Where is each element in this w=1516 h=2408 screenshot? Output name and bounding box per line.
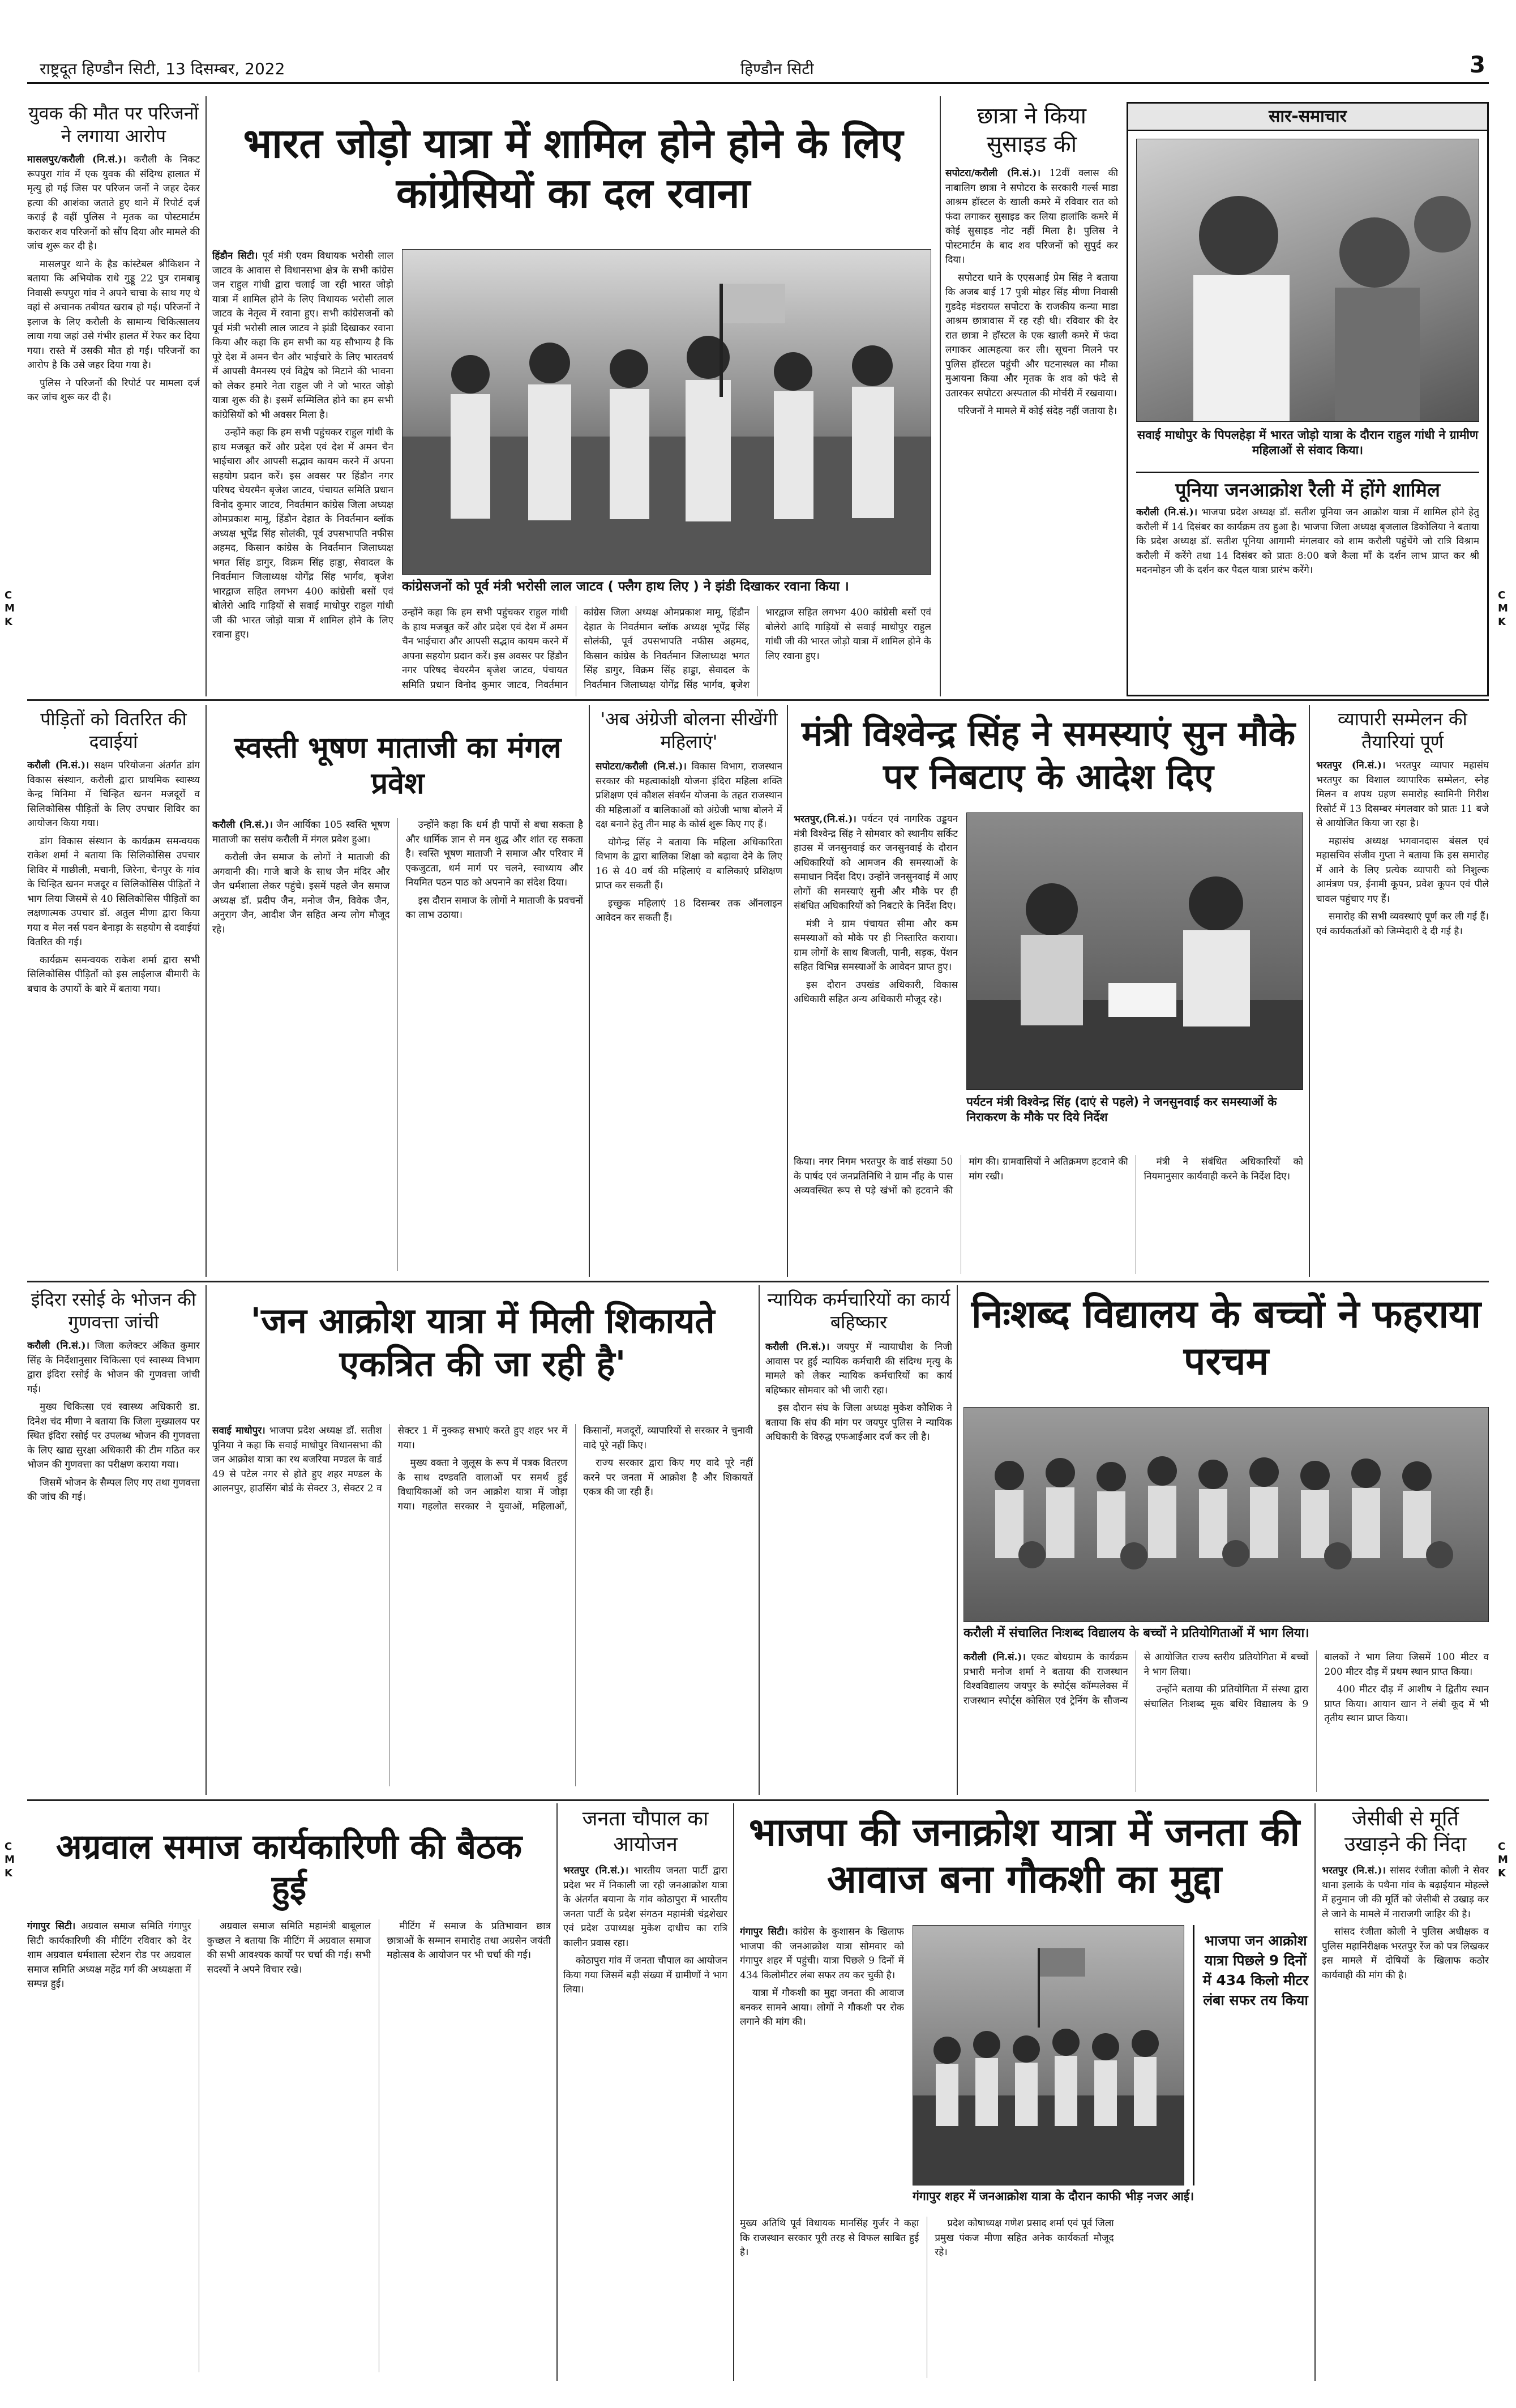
story-headline: 'जन आक्रोश यात्रा में मिली शिकायते एकत्रित की जा रही है': [250, 1300, 715, 1384]
story-title: 'अब अंग्रेजी बोलना सीखेंगी महिलाएं': [600, 708, 778, 752]
story-agarwal-samaj: [27, 1806, 551, 2378]
story-youth-death: [27, 102, 200, 691]
photo-caption: करौली में संचालित निःशब्द विद्यालय के बच्चों ने प्रतियोगिताओं में भाग लिया।: [963, 1626, 1309, 1640]
story-title: छात्रा ने किया सुसाइड की: [977, 103, 1087, 157]
registration-mark-left: C M K: [5, 589, 15, 628]
story-nishabd-school: [963, 1288, 1489, 1792]
people-illustration: [1137, 139, 1479, 422]
story-body-continued: मुख्य अतिथि पूर्व विधायक मानसिंह गुर्जर ने कहा कि राजस्थान सरकार पूरी तरह से विफल साबित हुई है। प्रदेश कोषाध्यक्ष गणेश प्रसाद शर्मा एवं पूर्व जिला प्रमुख पंकज मीणा सहित अनेक कार्यकर्ता मौजूद रहे।: [740, 2218, 1114, 2258]
story-title: पीड़ितों को वितरित की दवाईयां: [40, 708, 187, 752]
story-body: भरतपुर (नि.सं.)। सांसद रंजीता कोली ने सेवर थाना इलाके के पथैना गांव के बढ़ाईयान मोहल्ले में हनुमान जी की मूर्ति को जेसीबी से उखाड़ कर ले जाने के मामले में नाराजगी जाहिर की है। सांसद रंजीता कोली ने पुलिस अधीक्षक व पुलिस महानिरीक्षक भरतपुर रेंज को पत्र लिखकर इस मामले में दोषियों के खिलाफ कठोर कार्यवाही की मांग की है।: [1322, 1865, 1489, 1981]
story-body: करौली (नि.सं.)। सक्षम परियोजना अंतर्गत डांग विकास संस्थान, करौली द्वारा प्राथमिक स्वास्थ्य केन्द्र मिनिमा में चिन्हित खनन मजदूरों व सिलिकोसिस पीड़ितों के लिए उपचार शिविर का आयोजन किया गया। डांग विकास संस्थान के कार्यक्रम समन्वयक राकेश शर्मा ने बताया कि सिलिकोसिस उपचार शिविर में गाछीली, मचानी, जिरेना, चैनपुर के गांव के चिन्हित खनन मजदूर व सिलिकोसिस पीड़ितों ने भाग लिया जिसमें से 40 सिलिकोसिस पीड़ितों का लक्षणात्मक उपचार डॉ. अतुल मीणा द्वारा किया गया व मेल नर्स पवन बेनाड़ा के सहयोग से दवाईयां वितरित की गई। कार्यक्रम समन्वयक राकेश शर्मा द्वारा सभी सिलिकोसिस पीड़ितों को इस लाईलाज बीमारी के बचाव के उपायों के बारे में बताया गया।: [27, 760, 200, 995]
story-body: करौली (नि.सं.)। एकट बोधग्राम के कार्यक्रम प्रभारी मनोज शर्मा ने बताया की राजस्थान विश्वविद्यालय जयपुर के स्पोर्ट्स कॉम्पलेक्स में राजस्थान स्पोर्ट्स कोसिल एवं ट्रेनिंग के सौजन्य से आयोजित राज्य स्तरीय प्रतियोगिता में बच्चों ने भाग लिया। उन्होंने बताया की प्रतियोगिता में संस्था द्वारा संचालित निःशब्द मूक बधिर विद्यालय के 9 बालकों ने भाग लिया जिसमें 100 मीटर व 200 मीटर दौड़ में प्रथम स्थान प्राप्त किया। 400 मीटर दौड़ में आशीष ने द्वितीय स्थान प्राप्त किया। आयान खान ने लंबी कूद में भी तृतीय स्थान प्राप्त किया।: [963, 1652, 1489, 1724]
story-headline: अग्रवाल समाज कार्यकारिणी की बैठक हुई: [55, 1827, 523, 1909]
registration-mark-right: C M K: [1498, 589, 1508, 628]
registration-mark-left-2: C M K: [5, 1841, 15, 1879]
story-body-continued: उन्होंने कहा कि हम सभी पहुंचकर राहुल गांधी के हाथ मजबूत करें और प्रदेश एवं देश में अमन चैन भाईचारा और आपसी सद्भाव कायम करने में अपना सहयोग प्रदान करें। इस अवसर पर हिंडौन नगर परिषद चेयरमैन बृजेश जाटव, पंचायत समिति प्रधान विनोद कुमार जाटव, निवर्तमान कांग्रेस जिला अध्यक्ष ओमप्रकाश मामू, हिंडौन देहात के निवर्तमान ब्लॉक अध्यक्ष भूपेंद्र सिंह सोलंकी, पूर्व उपसभापति नफीस अहमद, किसान कांग्रेस के निवर्तमान जिलाध्यक्ष भगत सिंह डागुर, विक्रम सिंह हाड्डा, सेवादल के निवर्तमान जिलाध्यक्ष योगेंद्र सिंह भार्गव, बृजेश भारद्वाज सहित लगभग 400 कांग्रेसी बसों एवं बोलेरो आदि गाड़ियों से सवाई माधोपुर राहुल गांधी जी की भारत जोड़ो यात्रा में शामिल होने के लिए रवाना हुए।: [402, 607, 931, 691]
story-body: करौली (नि.सं.)। भाजपा प्रदेश अध्यक्ष डॉ. सतीश पूनिया जन आक्रोश यात्रा में शामिल होने हेतु करौली में 14 दिसंबर का कार्यक्रम तय हुआ है। भाजपा जिला अध्यक्ष बृजलाल डिकोलिया ने बताया कि प्रदेश अध्यक्ष डॉ. सतीश पूनिया आगामी मंगलवार को शाम करौली पहुंचेंगे जो रात्रि विश्राम करौली में करेंगे तथा 14 दिसंबर को प्रातः 8:00 बजे कैला माँ के दर्शन लाभ प्राप्त कर श्री मदनमोहन जी के दर्शन कर पैदल यात्रा प्रारंभ करेंगे।: [1136, 507, 1479, 576]
school-children-photo: [963, 1407, 1489, 1622]
story-traders-conference: [1316, 708, 1489, 1274]
story-english-speaking: [596, 708, 782, 1274]
story-body: भरतपुर,(नि.सं.)। पर्यटन एवं नागरिक उड्डयन मंत्री विश्वेन्द्र सिंह ने सोमवार को स्थानीय सर्किट हाउस में जनसुनवाई कर जनसुनवाई के दौरान अधिकारियों को आमजन की समस्याओं के समाधान निर्देश दिए। उन्होंने जनसुनवाई में आए लोगों की समस्याएं सुनी और मौके पर ही संबंधित अधिकारियों को निबटारे के निर्देश दिए। मंत्री ने ग्राम पंचायत सीमा और कम समस्याओं को मौके पर ही निस्तारित कराया। ग्राम लोगों के साथ बिजली, पानी, सड़क, पेंशन सहित विभिन्न समस्याओं के आवेदन प्राप्त हुए। इस दौरान उपखंड अधिकारी, विकास अधिकारी सहित अन्य अधिकारी मौजूद रहे।: [794, 814, 958, 1005]
crowd-illustration: [402, 250, 931, 575]
saar-samachar-box: [1127, 102, 1489, 696]
story-body: भरतपुर (नि.सं.)। भारतीय जनता पार्टी द्वारा प्रदेश भर में निकाली जा रही जनआक्रोश यात्रा के अंतर्गत बयाना के गांव कोठापुरा में भारतीय जनता पार्टी के प्रदेश संगठन महामंत्री चंद्रशेखर एवं प्रदेश उपाध्यक्ष मुकेश दाधीच का रात्रि कालीन प्रवास रहा। कोठापुरा गांव में जनता चौपाल का आयोजन किया गया जिसमें बड़ी संख्या में ग्रामीणों ने भाग लिया।: [563, 1865, 727, 1995]
story-bjp-janakrosh: [740, 1806, 1309, 2378]
hearing-illustration: [967, 813, 1303, 1090]
story-minister-hearing: [794, 708, 1303, 1274]
congress-flag-off-photo: [402, 249, 931, 575]
story-title: न्यायिक कर्मचारियों का कार्य बहिष्कार: [767, 1289, 950, 1333]
story-body: करौली (नि.सं.)। जैन आर्यिका 105 स्वस्ति भूषण माताजी का ससंघ करौली में मंगल प्रवेश हुआ। करौली जैन समाज के लोगों ने माताजी की अगवानी की। गाजे बाजे के साथ जैन मंदिर और जैन धर्मशाला लेकर पहुंचे। इसमें पहले जैन समाज अध्यक्ष डॉ. प्रदीप जैन, मनोज जैन, विवेक जैन, अनुराग जैन, आदीश जैन सहित अन्य लोग मौजूद रहे। उन्होंने कहा कि धर्म ही पापों से बचा सकता है और धार्मिक ज्ञान से मन शुद्ध और शांत रह सकता है। स्वस्ति भूषण माताजी ने समाज और परिवार में एकजुटता, धर्म मार्ग पर चलने, स्वाध्याय और नियमित पठन पाठ को अपनाने का संदेश दिया। इस दौरान समाज के लोगों ने माताजी के प्रवचनों का लाभ उठाया।: [212, 819, 583, 935]
story-title: इंदिरा रसोई के भोजन की गुणवत्ता जांची: [31, 1289, 196, 1333]
story-swasti-bhushan: [212, 708, 583, 1274]
story-headline: निःशब्द विद्यालय के बच्चों ने फहराया परचम: [971, 1292, 1481, 1384]
story-medicine-distribution: [27, 708, 200, 1274]
photo-caption: सवाई माधोपुर के पिपलहेड़ा में भारत जोड़ो यात्रा के दौरान राहुल गांधी ने ग्रामीण महिलाओं से संवाद किया।: [1137, 428, 1479, 457]
story-body-continued: किया। नगर निगम भरतपुर के वार्ड संख्या 50 के पार्षद एवं जनप्रतिनिधि ने ग्राम नौंह के पास अव्यवस्थित रूप से पड़े खंभों को हटवाने की मांग की। ग्रामवासियों ने अतिक्रमण हटवाने की मांग रखी। मंत्री ने संबंधित अधिकारियों को नियमानुसार कार्यवाही करने के निर्देश दिए।: [794, 1156, 1303, 1196]
story-title: युवक की मौत पर परिजनों ने लगाया आरोप: [28, 102, 199, 147]
story-body: करौली (नि.सं.)। जयपुर में न्यायाधीश के निजी आवास पर हुई न्यायिक कर्मचारी की संदिग्ध मृत्यु के मामले को लेकर न्यायिक कर्मचारियों का कार्य बहिष्कार सोमवार को भी जारी रहा। इस दौरान संघ के जिला अध्यक्ष मुकेश कौशिक ने बताया कि संघ की मांग पर जयपुर पुलिस ने न्यायिक अधिकारी के विरुद्ध एफआईआर दर्ज कर ली है।: [765, 1341, 952, 1443]
header-date-line: राष्ट्रदूत हिण्डौन सिटी, 13 दिसम्बर, 2022: [40, 59, 285, 78]
story-title: जनता चौपाल का आयोजन: [582, 1807, 709, 1856]
story-bharat-jodo: [212, 102, 934, 696]
photo-caption: कांग्रेसजनों को पूर्व मंत्री भरोसी लाल जाटव ( फ्लैग हाथ लिए ) ने झंडी दिखाकर रवाना किया ।: [402, 579, 849, 594]
story-body: गंगापुर सिटी। अग्रवाल समाज समिति गंगापुर सिटी कार्यकारिणी की मीटिंग रविवार को देर शाम अग्रवाल धर्मशाला स्टेशन रोड पर अग्रवाल समाज समिति अध्यक्ष महेंद्र गर्ग की अध्यक्षता में सम्पन्न हुई। अग्रवाल समाज समिति महामंत्री बाबूलाल कुच्छल ने बताया कि मीटिंग में अग्रवाल समाज की सभी आवश्यक कार्यों पर चर्चा की गई। सभी सदस्यों ने अपने विचार रखे। मीटिंग में समाज के प्रतिभावान छात्र छात्राओं के सम्मान समारोह तथा अग्रसेन जयंती महोत्सव के आयोजन पर भी चर्चा की गई।: [27, 1921, 551, 1990]
story-janta-chaupal: [563, 1806, 727, 2378]
story-indira-rasoi: [27, 1288, 200, 1792]
yatra-crowd-photo: [913, 1925, 1184, 2185]
story-student-suicide: [945, 102, 1118, 696]
masthead: [27, 50, 1489, 84]
section-label-text: सार-समाचार: [1269, 106, 1347, 126]
story-body: भरतपुर (नि.सं.)। भरतपुर व्यापार महासंघ भरतपुर का विशाल व्यापारिक सम्मेलन, स्नेह मिलन व शपथ ग्रहण समारोह स्वामिनी गिरीश रिसोर्ट में 13 दिसम्बर मंगलवार को प्रातः 11 बजे से आयोजित किया जा रहा है। महासंघ अध्यक्ष भगवानदास बंसल एवं महासचिव संजीव गुप्ता ने बताया कि इस समारोह में आने के लिए प्रत्येक व्यापारी को निशुल्क आमंत्रण पत्र, ईनामी कूपन, प्रवेश कूपन एवं पीले चावल पहुंचाए गए हैं। समारोह की सभी व्यवस्थाएं पूर्ण कर ली गई हैं। एवं कार्यकर्ताओं को जिम्मेदारी दे दी गई है।: [1316, 760, 1489, 937]
story-jcb-idol: [1322, 1806, 1489, 2378]
registration-mark-right-2: C M K: [1498, 1841, 1508, 1879]
story-body: करौली (नि.सं.)। जिला कलेक्टर अंकित कुमार सिंह के निर्देशानुसार चिकित्सा एवं स्वास्थ्य विभाग द्वारा इंदिरा रसोई के भोजन की गुणवत्ता जांची गई। मुख्य चिकित्सा एवं स्वास्थ्य अधिकारी डा. दिनेश चंद मीणा ने बताया कि जिला मुख्यालय पर स्थित इंदिरा रसोई पर उपलब्ध भोजन की गुणवत्ता के लिए खाद्य सुरक्षा अधिकारी की टीम गठित कर भोजन की गुणवत्ता का परीक्षण कराया गया। जिसमें भोजन के सैम्पल लिए गए तथा गुणवत्ता की जांच की गई।: [27, 1340, 200, 1503]
story-headline: भारत जोड़ो यात्रा में शामिल होने होने के लिए कांग्रेसियों का दल रवाना: [243, 119, 903, 217]
story-judicial-boycott: [765, 1288, 952, 1792]
story-jan-akrosh-complaints: [212, 1288, 753, 1792]
yatra-sidebar-box: [1193, 1925, 1309, 2185]
rahul-gandhi-photo: [1136, 139, 1479, 422]
page-number: 3: [1470, 52, 1485, 78]
story-headline: भाजपा की जनाक्रोश यात्रा में जनता की आवाज बना गौकशी का मुद्दा: [748, 1810, 1300, 1902]
header-section-name: हिण्डौन सिटी: [740, 59, 814, 78]
rally-illustration: [913, 1926, 1184, 2185]
story-body: सपोटरा/करौली (नि.सं.)। विकास विभाग, राजस्थान सरकार की महत्वाकांक्षी योजना इंदिरा महिला शक्ति प्रशिक्षण एवं कौशल संवर्धन योजना के तहत राजस्थान की महिलाओं व बालिकाओं को अंग्रेजी भाषा बोलने में दक्ष बनाने हेतु तीन माह के कोर्स शुरू किए गए हैं। योगेन्द्र सिंह ने बताया कि महिला अधिकारिता विभाग के द्वारा बालिका शिक्षा को बढ़ावा देने के लिए 16 से 40 वर्ष की महिलाएं व बालिकाएं प्रशिक्षण प्राप्त कर सकती हैं। इच्छुक महिलाएं 18 दिसम्बर तक ऑनलाइन आवेदन कर सकती हैं।: [596, 761, 782, 923]
story-body: सपोटरा/करौली (नि.सं.)। 12वीं क्लास की नाबालिग छात्रा ने सपोटरा के सरकारी गर्ल्स माडा आश्रम हॉस्टल के खाली कमरे में रविवार रात को फंदा लगाकर सुसाइड कर लिया हालांकि कमरे में कोई सुसाइड नोट नहीं मिला है। पुलिस ने पोस्टमार्टम के बाद शव परिजनों को सुपुर्द कर दिया। सपोटरा थाने के एएसआई प्रेम सिंह ने बताया कि अजब बाई 17 पुत्री मोहर सिंह मीणा निवासी गुडदेह मंडरायल सपोटरा के राजकीय कन्या माडा आश्रम छात्रावास में रह रही थी। रविवार की देर रात छात्रा ने हॉस्टल के एक खाली कमरे में फंदा लगाकर आत्महत्या कर ली। सूचना मिलने पर पुलिस हॉस्टल पहुंची और घटनास्थल का मौका मुआयना किया और मृतक के शव को फंदे से उतारकर सपोटरा अस्पताल की मोर्चरी में रखवाया। परिजनों ने मामले में कोई संदेह नहीं जताया है।: [945, 168, 1118, 417]
story-body: हिंडौन सिटी। पूर्व मंत्री एवम विधायक भरोसी लाल जाटव के आवास से विधानसभा क्षेत्र के सभी कांग्रेस जन राहुल गांधी द्वारा चलाई जा रही भारत जोड़ो यात्रा में शामिल होने के लिए विधायक भरोसी लाल जाटव के नेतृत्व में रवाना हुए। सभी कांग्रेसजनों को पूर्व मंत्री भरोसी लाल जाटव ने झंडी दिखाकर रवाना किया और कहा कि हम सभी का यह सौभाग्य है कि पूरे देश में अमन चैन और भाईचारे के लिए भारतवर्ष में आपसी वैमनस्य एवं विद्वेष को मिटाने की भावना को लेकर हमारे नेता राहुल जी ने जो भारत जोड़ो यात्रा शुरू की है। इसमें सम्मिलित होने का हम सभी कांग्रेसियों को भी अवसर मिला है। उन्होंने कहा कि हम सभी पहुंचकर राहुल गांधी के हाथ मजबूत करें और प्रदेश एवं देश में अमन चैन भाईचारा और आपसी सद्भाव कायम करने में अपना सहयोग प्रदान करें। इस अवसर पर हिंडौन नगर परिषद चेयरमैन बृजेश जाटव, पंचायत समिति प्रधान विनोद कुमार जाटव, निवर्तमान कांग्रेस जिला अध्यक्ष ओमप्रकाश मामू, हिंडौन देहात के निवर्तमान ब्लॉक अध्यक्ष भूपेंद्र सिंह सोलंकी, पूर्व उपसभापति नफीस अहमद, किसान कांग्रेस के निवर्तमान जिलाध्यक्ष भगत सिंह डागुर, विक्रम सिंह हाड्डा, सेवादल के निवर्तमान जिलाध्यक्ष योगेंद्र सिंह भार्गव, बृजेश भारद्वाज सहित लगभग 400 कांग्रेसी बसों एवं बोलेरो आदि गाड़ियों से सवाई माधोपुर राहुल गांधी जी की भारत जोड़ो यात्रा में शामिल होने के लिए रवाना हुए।: [212, 250, 393, 640]
story-body: मासलपुर/करौली (नि.सं.)। करौली के निकट रूपपुरा गांव में एक युवक की संदिग्ध हालात में मृत्यु हो गई जिस पर परिजन जनों ने जहर देकर हत्या की आशंका जताते हुए थाने में रिपोर्ट दर्ज कराई है वहीं पुलिस ने मृतक का पोस्टमार्टम कराकर शव परिजनों को सौंप दिया और मामले की जांच शुरू कर दी है। मासलपुर थाने के हैड कांस्टेबल श्रीकिशन ने बताया कि अभियोक राधे गुड्डू 22 पुत्र रामबाबू निवासी रूपपुरा गांव ने अपने चाचा के साथ गए थे वहां से अचानक तबीयत खराब हो गई। परिजनों ने इलाज के लिए करौली के सामान्य चिकित्सालय लाया गया जहां उसे गंभीर हालत में रेफर कर दिया गया। रास्ते में उसकी मौत हो गई। परिजनों का आरोप है कि उसे जहर दिया गया है। पुलिस ने परिजनों की रिपोर्ट पर मामला दर्ज कर जांच शुरू कर दी है।: [27, 154, 200, 403]
group-illustration: [964, 1408, 1489, 1622]
story-body: सवाई माधोपुर। भाजपा प्रदेश अध्यक्ष डॉ. सतीश पूनिया ने कहा कि सवाई माधोपुर विधानसभा की जन आक्रोश यात्रा का रथ बजरिया मण्डल के वार्ड 49 से पटेल नगर से होते हुए शहर मण्डल के आलनपुर, हाउसिंग बोर्ड के सेक्टर 3, सेक्टर 2 व सेक्टर 1 में नुक्कड़ सभाएं करते हुए शहर भर में गया। मुख्य वक्ता ने जुलूस के रूप में पत्रक वितरण के साथ दण्डवति वालाओं पर समर्थ हुई विधायिकाओं को जन आक्रोश यात्रा में जोड़ा गया। गहलोत सरकार ने युवाओं, महिलाओं, किसानों, मजदूरों, व्यापारियों से सरकार ने चुनावी वादे पूरे नहीं किए। राज्य सरकार द्वारा किए गए वादे पूरे नहीं करने पर जनता में आक्रोश है और शिकायतें एकत्र की जा रही हैं।: [212, 1425, 753, 1512]
story-title: जेसीबी से मूर्ति उखाड़ने की निंदा: [1344, 1807, 1467, 1856]
story-headline: स्वस्ती भूषण माताजी का मंगल प्रवेश: [234, 731, 562, 801]
story-title: व्यापारी सम्मेलन की तैयारियां पूर्ण: [1338, 708, 1467, 752]
story-title: पूनिया जनआक्रोश रैली में होंगे शामिल: [1136, 472, 1479, 503]
story-headline: मंत्री विश्वेन्द्र सिंह ने समस्याएं सुन मौके पर निबटाए के आदेश दिए: [801, 713, 1296, 797]
yatra-sidebar-text: भाजपा जन आक्रोश यात्रा पिछले 9 दिनों में 434 किलो मीटर लंबा सफर तय किया: [1202, 1932, 1309, 2008]
photo-caption: गंगापुर शहर में जनआक्रोश यात्रा के दौरान काफी भीड़ नजर आई।: [913, 2189, 1194, 2203]
minister-hearing-photo: [966, 812, 1303, 1090]
story-body: गंगापुर सिटी। कांग्रेस के कुशासन के खिलाफ भाजपा की जनआक्रोश यात्रा सोमवार को गंगापुर शहर में पहुंची। यात्रा पिछले 9 दिनों में 434 किलोमीटर लंबा सफर तय कर चुकी है। यात्रा में गौकशी का मुद्दा जनता की आवाज बनकर सामने आया। लोगों ने गौकशी पर रोक लगाने की मांग की।: [740, 1926, 904, 2028]
photo-caption: पर्यटन मंत्री विश्वेन्द्र सिंह (दाएं से पहले) ने जनसुनवाई कर समस्याओं के निराकरण के मौके पर दिये निर्देश: [966, 1095, 1277, 1124]
section-label: [1128, 104, 1487, 131]
